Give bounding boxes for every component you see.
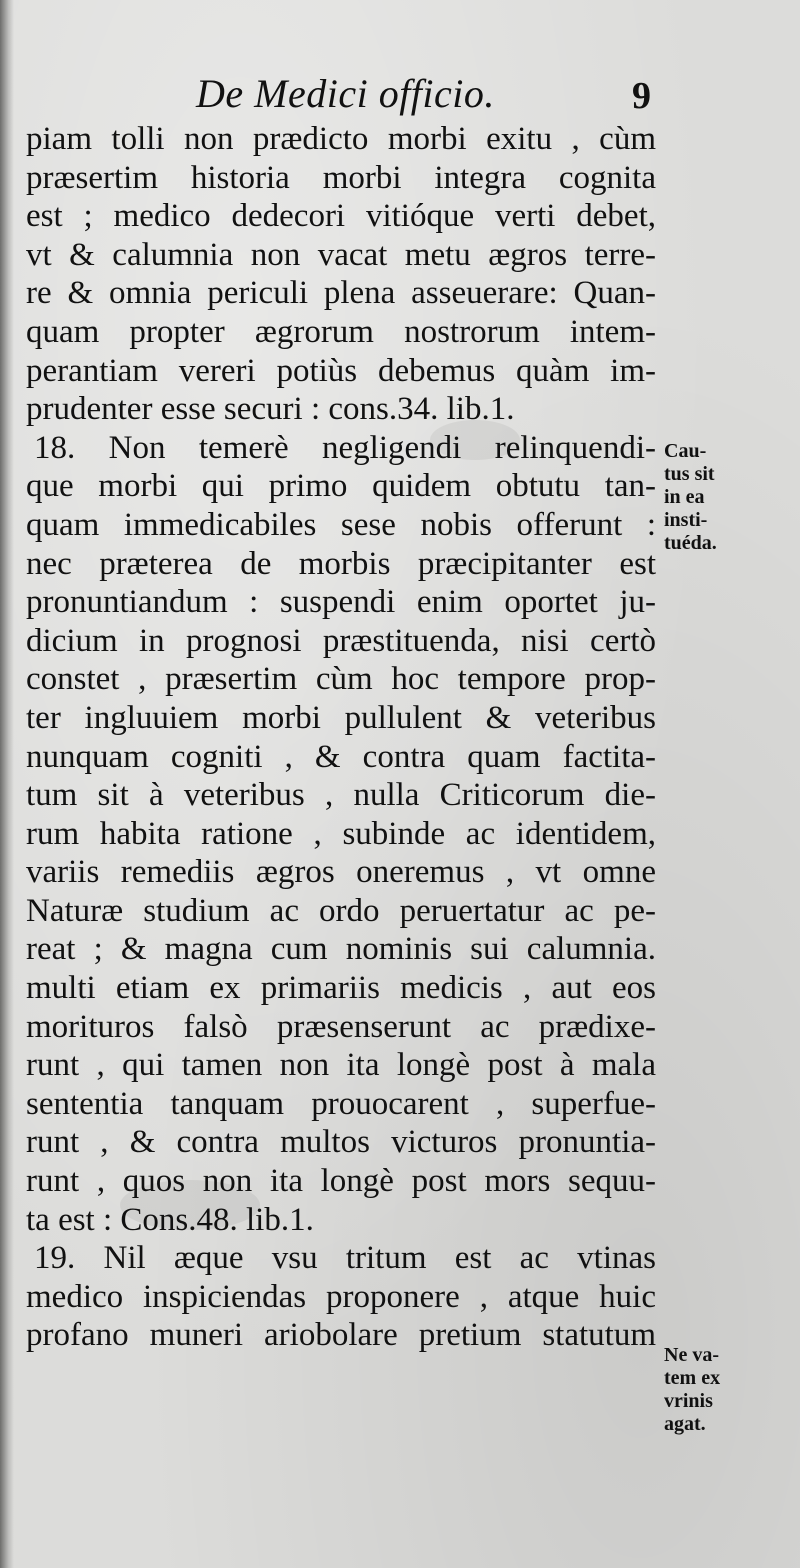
- text-line: ter ingluuiem morbi pullulent & veteribus: [26, 699, 656, 736]
- margin-note-line: in ea: [664, 486, 705, 508]
- text-line: multi etiam ex primariis medicis , aut eos: [26, 970, 656, 1007]
- margin-note-caution: [664, 440, 774, 555]
- text-line: vt & calumnia non vacat metu ægros terre-: [26, 236, 656, 273]
- margin-note-line: tem ex: [664, 1367, 721, 1389]
- margin-note-line: insti-: [664, 509, 708, 531]
- text-line: rum habita ratione , subinde ac identidem,: [26, 815, 656, 852]
- text-line: ta est : Cons.48. lib.1.: [26, 1201, 314, 1238]
- text-line: runt , & contra multos victuros pronuntia-: [26, 1124, 656, 1161]
- text-line: sententia tanquam prouocarent , superfue-: [26, 1085, 656, 1122]
- text-line: morituros falsò præsenserunt ac prædixe-: [26, 1008, 656, 1045]
- text-line: prudenter esse securi : cons.34. lib.1.: [26, 391, 515, 428]
- text-line: præsertim historia morbi integra cognita: [26, 159, 656, 196]
- text-line: que morbi qui primo quidem obtutu tan-: [26, 468, 656, 505]
- text-line: Naturæ studium ac ordo peruertatur ac pe-: [26, 892, 656, 929]
- margin-note-line: vrinis: [664, 1390, 713, 1412]
- text-line: tum sit à veteribus , nulla Criticorum die-: [26, 777, 656, 814]
- text-line: constet , præsertim cùm hoc tempore prop-: [26, 661, 656, 698]
- text-line: profano muneri ariobolare pretium statutum: [26, 1317, 656, 1354]
- text-line: medico inspiciendas proponere , atque huic: [26, 1278, 656, 1315]
- paragraph-start-line: 19. Nil æque vsu tritum est ac vtinas: [34, 1240, 656, 1277]
- text-line: quam propter ægrorum nostrorum intem-: [26, 313, 656, 350]
- margin-note-line: tuéda.: [664, 532, 717, 554]
- page-number: 9: [632, 75, 651, 117]
- running-head: [0, 66, 800, 122]
- text-line: variis remediis ægros oneremus , vt omne: [26, 854, 656, 891]
- paragraph-start-line: 18. Non temerè negligendi relinquendi-: [34, 429, 656, 466]
- text-line: runt , quos non ita longè post mors sequu-: [26, 1163, 656, 1200]
- text-line: nec præterea de morbis præcipitanter est: [26, 545, 656, 582]
- text-line: dicium in prognosi præstituenda, nisi certò: [26, 622, 656, 659]
- text-line: piam tolli non prædicto morbi exitu , cùm: [26, 121, 656, 157]
- text-line: perantiam vereri potiùs debemus quàm im-: [26, 352, 656, 389]
- margin-note-line: Ne va-: [664, 1344, 719, 1366]
- body-text: [26, 120, 656, 1355]
- text-line: est ; medico dedecori vitióque verti debet,: [26, 198, 656, 235]
- margin-note-line: Cau-: [664, 440, 707, 462]
- text-line: re & omnia periculi plena asseuerare: Quan-: [26, 275, 656, 312]
- margin-note-line: agat.: [664, 1413, 706, 1435]
- page-edge-shadow: [0, 0, 14, 1568]
- margin-note-urine: [664, 1344, 774, 1436]
- margin-note-line: tus sit: [664, 463, 715, 485]
- text-line: nunquam cogniti , & contra quam factita-: [26, 738, 656, 775]
- text-line: runt , qui tamen non ita longè post à mala: [26, 1047, 656, 1084]
- text-line: reat ; & magna cum nominis sui calumnia.: [26, 931, 656, 968]
- running-title: De Medici officio.: [196, 71, 495, 116]
- text-line: quam immedicabiles sese nobis offerunt :: [26, 506, 656, 543]
- text-line: pronuntiandum : suspendi enim oportet ju-: [26, 584, 656, 621]
